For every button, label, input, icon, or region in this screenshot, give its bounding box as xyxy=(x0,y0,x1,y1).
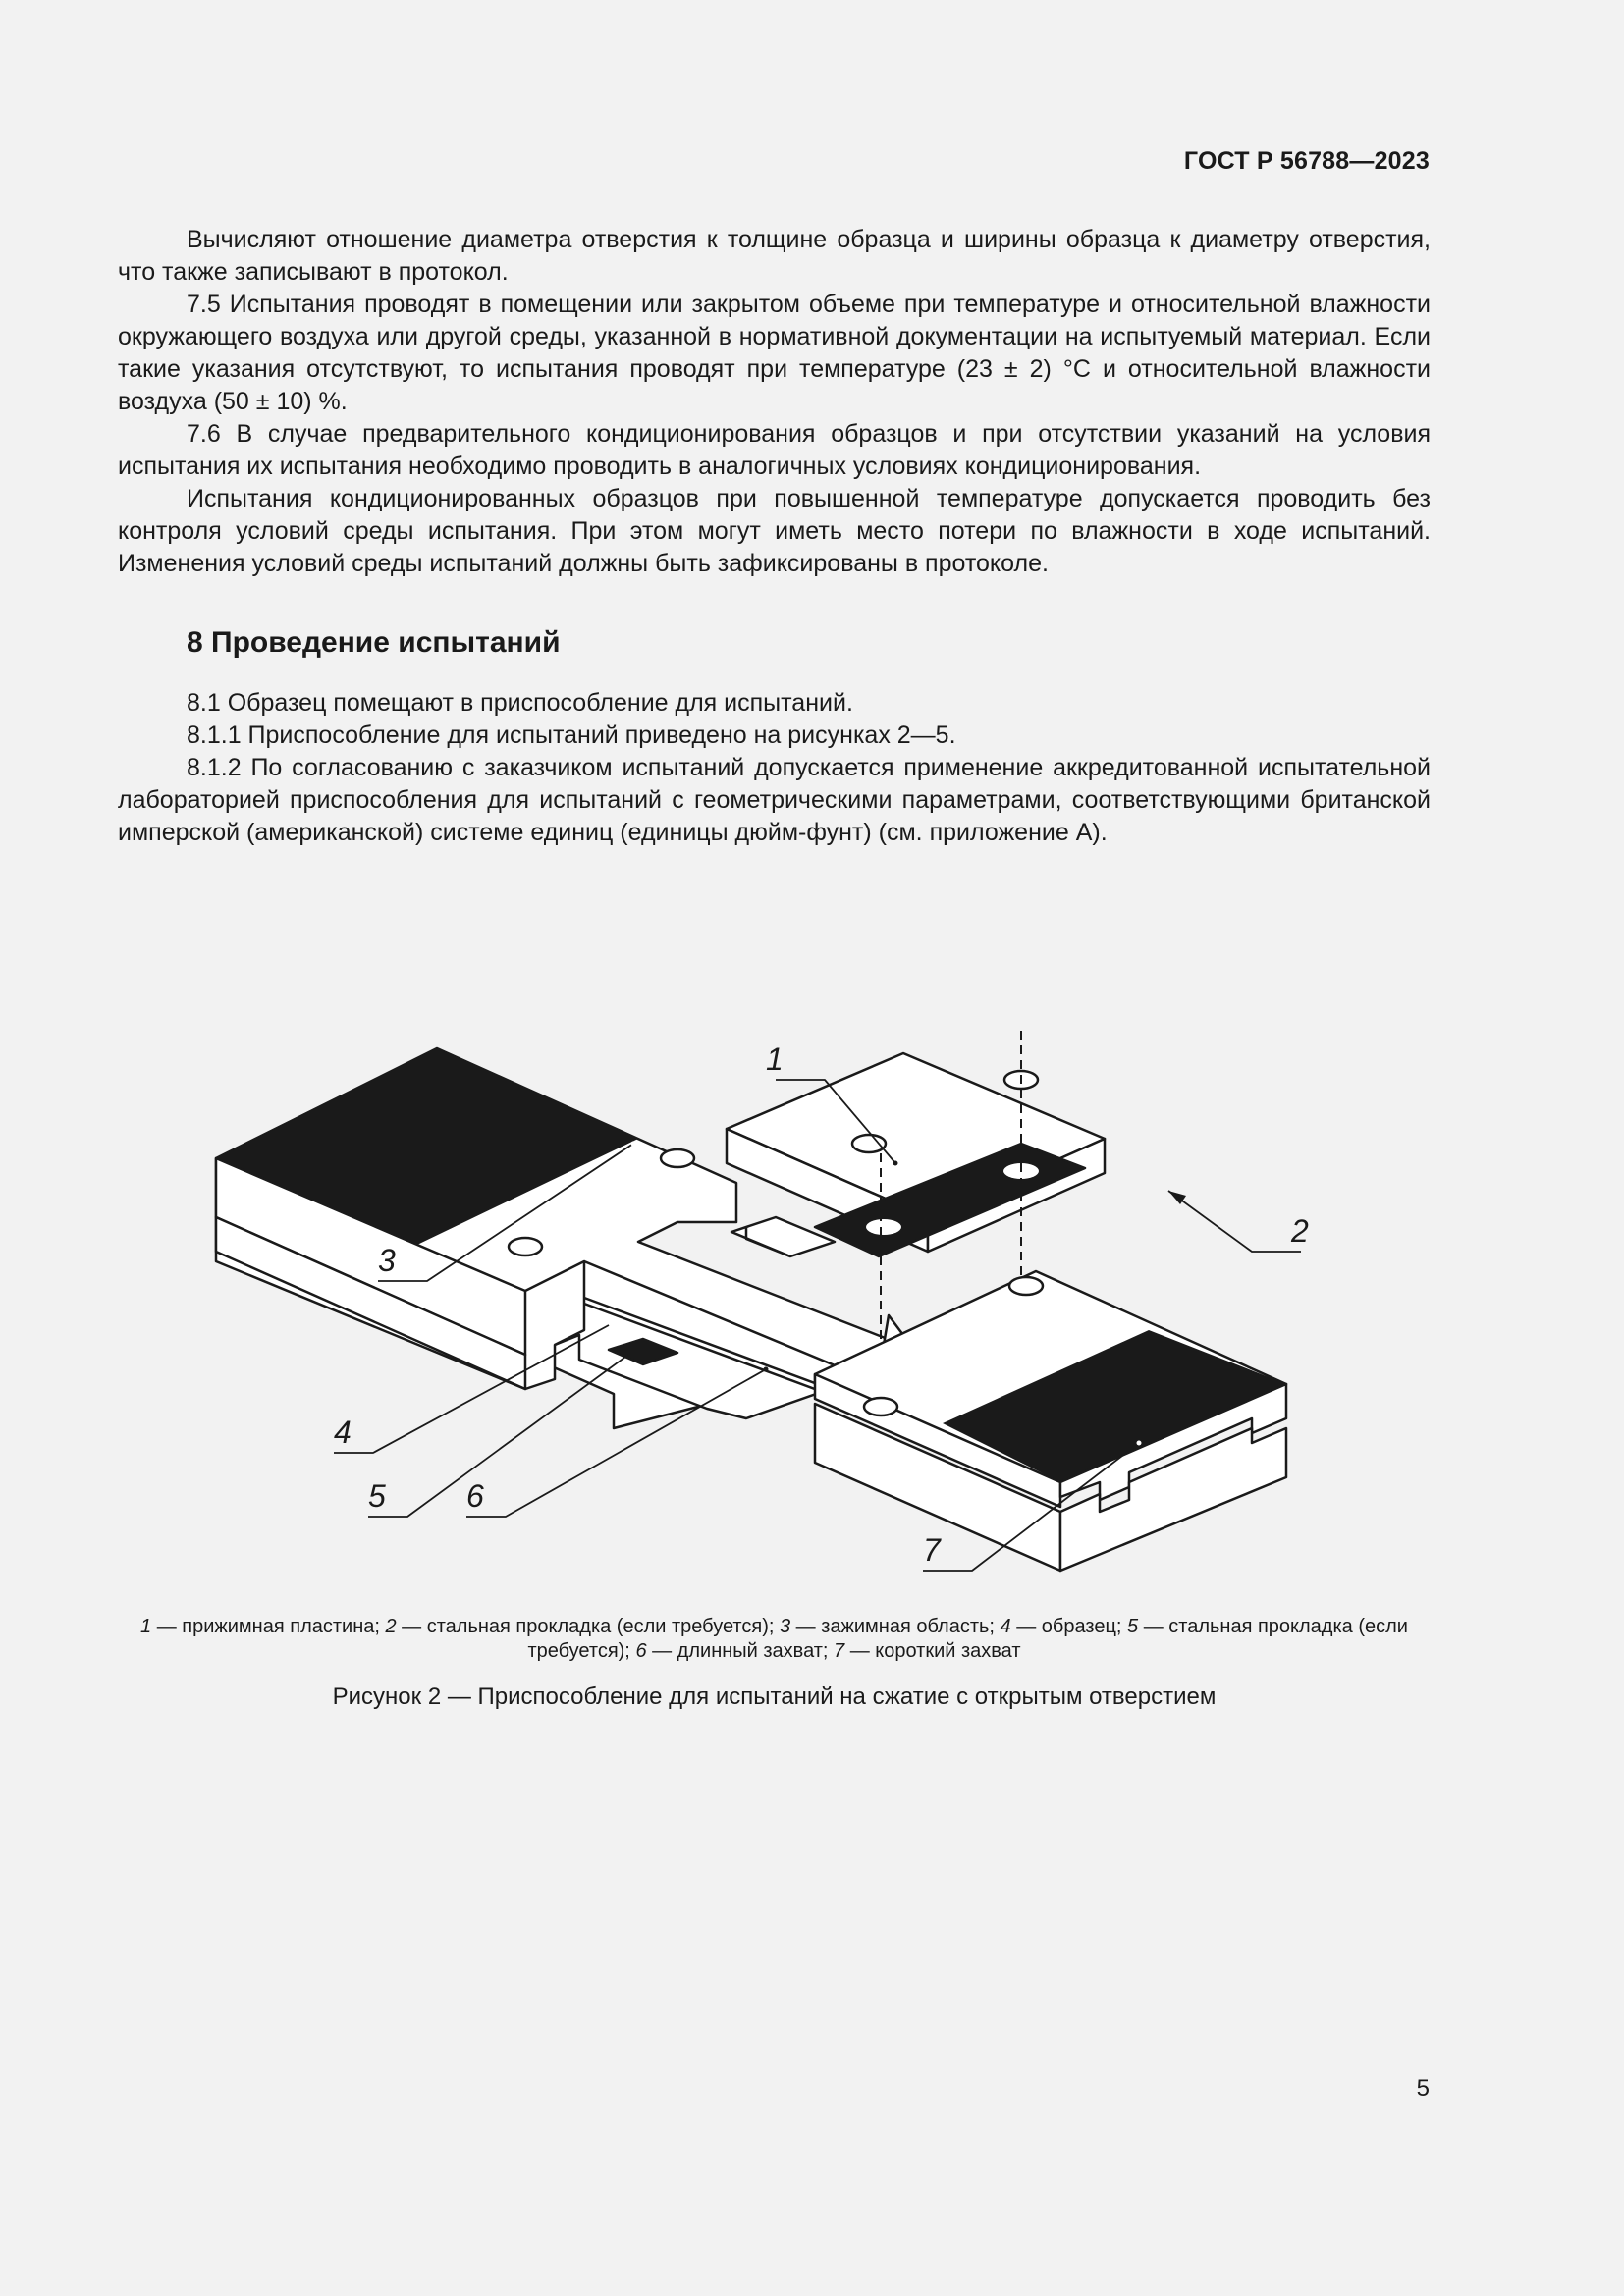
legend-num: 5 xyxy=(1127,1616,1139,1637)
page-number: 5 xyxy=(1416,2075,1430,2102)
legend-num: 1 xyxy=(140,1616,152,1637)
legend-text: — образец; xyxy=(1010,1616,1128,1637)
legend-text: — стальная прокладка (если требуется); xyxy=(396,1616,780,1637)
legend-text: — стальная прокладка (если требуется); xyxy=(527,1616,1408,1662)
legend-num: 2 xyxy=(385,1616,397,1637)
paragraph: Вычисляют отношение диаметра отверстия к толщине образца и ширины образца к диаметру отверстия, что также записывают в протокол. xyxy=(118,226,1431,286)
fixture-drawing xyxy=(196,933,1375,1590)
paragraph: 7.6 В случае предварительного кондиционирования образцов и при отсутствии указаний на условия испытания их испытания необходимо проводить в аналогичных условиях кондиционирования. xyxy=(118,420,1431,480)
legend-text: — зажимная область; xyxy=(790,1616,1001,1637)
legend-text: — длинный захват; xyxy=(646,1640,835,1662)
callout-3: 3 xyxy=(378,1243,396,1278)
legend-num: 3 xyxy=(779,1616,791,1637)
legend-text: — прижимная пластина; xyxy=(151,1616,386,1637)
section-title: 8 Проведение испытаний xyxy=(187,626,561,659)
callout-6: 6 xyxy=(466,1478,484,1514)
legend-num: 6 xyxy=(635,1640,647,1662)
callout-2: 2 xyxy=(1291,1213,1309,1249)
callout-4: 4 xyxy=(334,1415,352,1450)
paragraph: 8.1.2 По согласованию с заказчиком испытаний допускается применение аккредитованной испытательной лабораторией приспособления для испытаний с геометрическими параметрами, соответствующими британской имперской (американской) системе единиц (единицы дюйм-фунт) (см. приложение А). xyxy=(118,754,1431,846)
callout-5: 5 xyxy=(368,1478,386,1514)
body-text-section xyxy=(118,687,1431,849)
document-code-header: ГОСТ Р 56788—2023 xyxy=(1183,147,1430,175)
figure-test-fixture xyxy=(196,933,1375,1590)
paragraph: 8.1 Образец помещают в приспособление для испытаний. xyxy=(187,689,853,717)
legend-text: — короткий захват xyxy=(844,1640,1021,1662)
figure-legend xyxy=(118,1615,1431,1664)
paragraph: 8.1.1 Приспособление для испытаний приведено на рисунках 2—5. xyxy=(187,721,956,749)
callout-1: 1 xyxy=(766,1041,784,1077)
body-text-top xyxy=(118,224,1431,580)
legend-num: 7 xyxy=(834,1640,845,1662)
callout-7: 7 xyxy=(923,1532,941,1568)
paragraph: Испытания кондиционированных образцов при повышенной температуре допускается проводить без контроля условий среды испытания. При этом могут иметь место потери по влажности в ходе испытаний. Изменения условий среды испытаний должны быть зафиксированы в протоколе. xyxy=(118,485,1431,577)
legend-num: 4 xyxy=(1000,1616,1011,1637)
paragraph: 7.5 Испытания проводят в помещении или закрытом объеме при температуре и относительной влажности окружающего воздуха или другой среды, указанной в нормативной документации на испытуемый материал. Если такие указания отсутствуют, то испытания проводят при температуре (23 ± 2) °С и относительной влажности воздуха (50 ± 10) %. xyxy=(118,291,1431,415)
figure-caption: Рисунок 2 — Приспособление для испытаний на сжатие с открытым отверстием xyxy=(332,1683,1217,1710)
